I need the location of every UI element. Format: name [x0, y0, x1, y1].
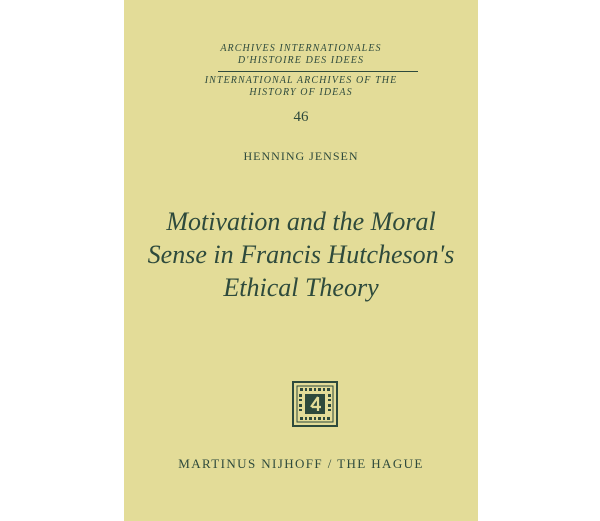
series-title-french: ARCHIVES INTERNATIONALES D'HISTOIRE DES IDEES	[220, 43, 382, 66]
volume-number: 46	[293, 109, 309, 125]
book-cover	[124, 0, 478, 521]
author-name: HENNING JENSEN	[243, 149, 359, 163]
book-title: Motivation and the Moral Sense in Francis Hutcheson's Ethical Theory	[147, 207, 455, 302]
publisher-logo-icon	[292, 381, 338, 427]
series-divider	[218, 71, 418, 72]
publisher-imprint: MARTINUS NIJHOFF / THE HAGUE	[178, 456, 424, 471]
series-title-english: INTERNATIONAL ARCHIVES OF THE HISTORY OF IDEAS	[204, 75, 398, 98]
